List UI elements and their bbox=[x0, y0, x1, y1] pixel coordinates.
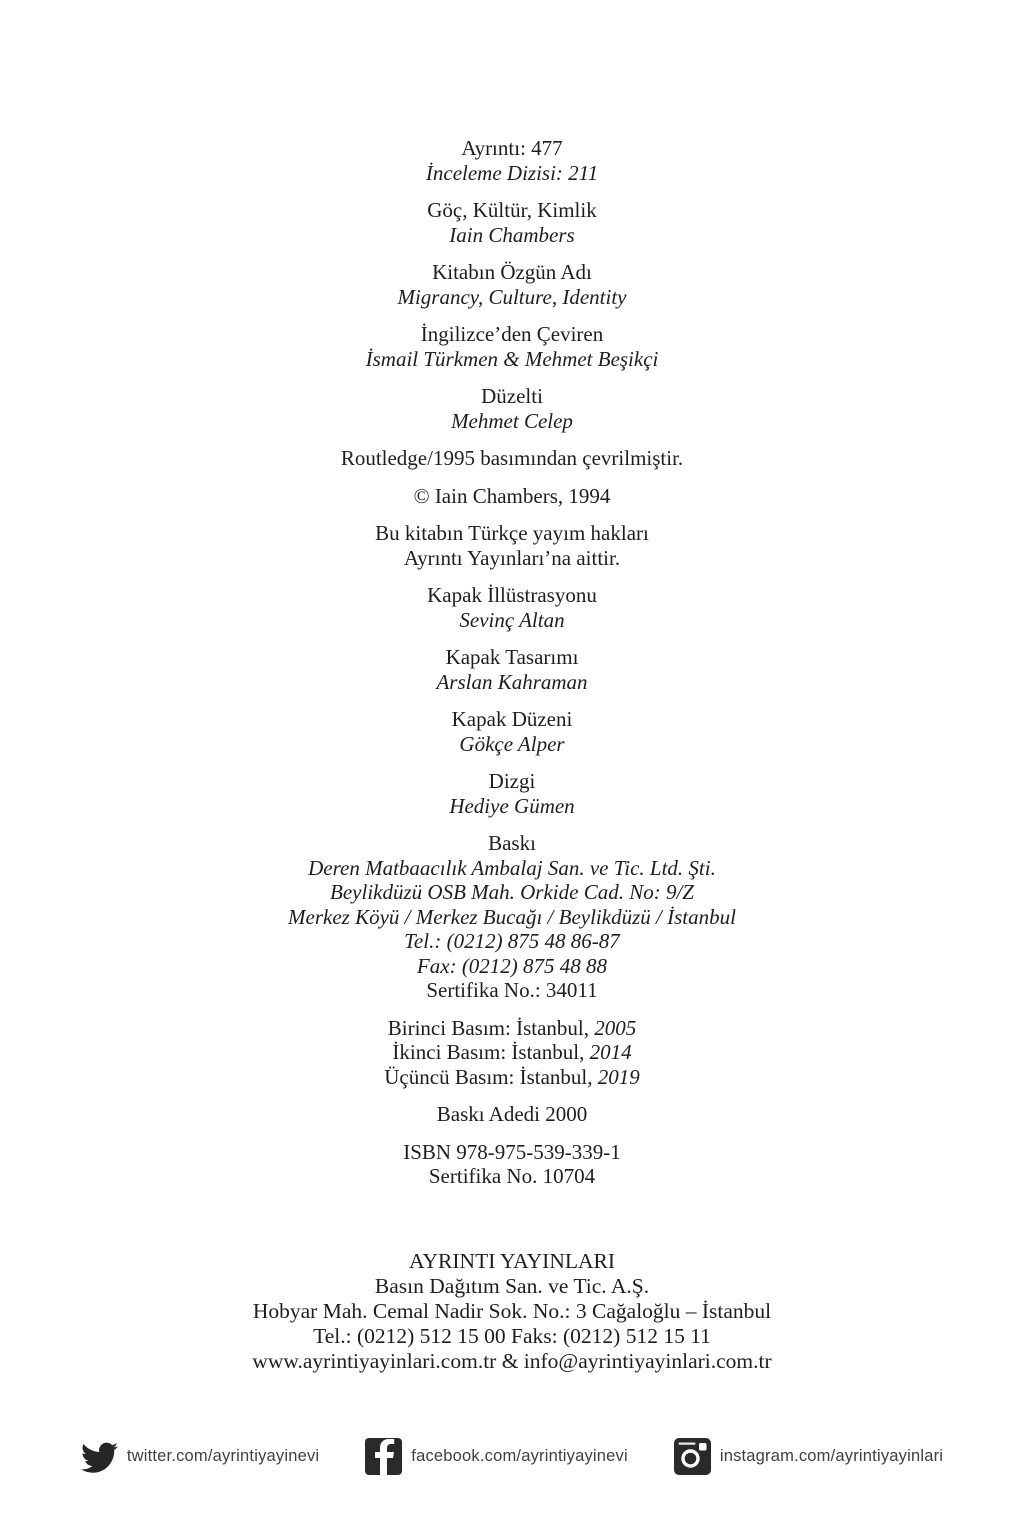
social-item-facebook bbox=[365, 1438, 628, 1475]
proofreader bbox=[0, 384, 1024, 433]
isbn-certificate-line-1 bbox=[0, 1164, 1024, 1189]
text-segment: İngilizce’den Çeviren bbox=[420, 322, 604, 346]
text-segment: Birinci Basım: İstanbul, bbox=[387, 1015, 595, 1040]
text-segment: Baskı Adedi 2000 bbox=[436, 1102, 588, 1126]
text-segment: Kapak İllüstrasyonu bbox=[427, 583, 597, 607]
printing-house-line-0 bbox=[0, 831, 1024, 856]
printing-house-line-2 bbox=[0, 880, 1024, 905]
typesetting-line-1 bbox=[0, 794, 1024, 819]
proofreader-line-1 bbox=[0, 409, 1024, 434]
printing-house-line-5 bbox=[0, 954, 1024, 979]
facebook-icon bbox=[365, 1438, 402, 1475]
print-run-line-0 bbox=[0, 1102, 1024, 1127]
publisher-web-email-line: www.ayrintiyayinlari.com.tr & info@ayrintiyayinlari.com.tr bbox=[252, 1348, 772, 1373]
cover-layout bbox=[0, 707, 1024, 756]
text-segment: Gökçe Alper bbox=[459, 731, 565, 756]
text-segment: Sertifika No.: 34011 bbox=[426, 978, 598, 1002]
publisher-block bbox=[0, 1249, 1024, 1374]
source-edition-line-0 bbox=[0, 446, 1024, 471]
cover-layout-line-1 bbox=[0, 732, 1024, 757]
original-title-line-0 bbox=[0, 260, 1024, 285]
isbn-certificate-line-0 bbox=[0, 1140, 1024, 1165]
edition-history-line-1 bbox=[0, 1040, 1024, 1065]
cover-illustration-line-1 bbox=[0, 608, 1024, 633]
series-info-line-1 bbox=[0, 161, 1024, 186]
copyright bbox=[0, 484, 1024, 509]
title-author-line-1 bbox=[0, 223, 1024, 248]
text-segment: Fax: (0212) 875 48 88 bbox=[416, 953, 608, 978]
translator-line-1 bbox=[0, 347, 1024, 372]
text-segment: Hediye Gümen bbox=[449, 793, 575, 818]
typesetting-line-0 bbox=[0, 769, 1024, 794]
cover-illustration bbox=[0, 583, 1024, 632]
printing-house-line-1 bbox=[0, 856, 1024, 881]
text-segment: 2005 bbox=[594, 1015, 637, 1040]
publisher-name: AYRINTI YAYINLARI bbox=[408, 1248, 616, 1273]
rights-notice bbox=[0, 521, 1024, 570]
text-segment: Mehmet Celep bbox=[451, 408, 573, 433]
cover-illustration-line-0 bbox=[0, 583, 1024, 608]
publisher-company-line: Basın Dağıtım San. ve Tic. A.Ş. bbox=[374, 1273, 650, 1298]
publisher-phone-line: Tel.: (0212) 512 15 00 Faks: (0212) 512 15 11 bbox=[313, 1323, 711, 1348]
text-segment: Migrancy, Culture, Identity bbox=[397, 284, 627, 309]
text-segment: Göç, Kültür, Kimlik bbox=[427, 198, 597, 222]
text-segment: Kitabın Özgün Adı bbox=[432, 260, 592, 284]
printing-house-line-4 bbox=[0, 929, 1024, 954]
text-segment: İsmail Türkmen & Mehmet Beşikçi bbox=[365, 346, 659, 371]
typesetting bbox=[0, 769, 1024, 818]
copyright-line-0 bbox=[0, 484, 1024, 509]
title-author bbox=[0, 198, 1024, 247]
series-info bbox=[0, 136, 1024, 185]
proofreader-line-0 bbox=[0, 384, 1024, 409]
social-row bbox=[0, 1438, 1024, 1475]
cover-design-line-1 bbox=[0, 670, 1024, 695]
edition-history-line-0 bbox=[0, 1016, 1024, 1041]
text-segment: Üçüncü Basım: İstanbul, bbox=[384, 1064, 598, 1089]
publisher-address-line: Hobyar Mah. Cemal Nadir Sok. No.: 3 Cağaloğlu – İstanbul bbox=[252, 1298, 772, 1323]
social-item-instagram bbox=[674, 1438, 943, 1475]
title-author-line-0 bbox=[0, 198, 1024, 223]
edition-history-line-2 bbox=[0, 1065, 1024, 1090]
cover-design-line-0 bbox=[0, 645, 1024, 670]
social-item-twitter bbox=[81, 1438, 319, 1475]
text-segment: Arslan Kahraman bbox=[436, 669, 588, 694]
translator bbox=[0, 322, 1024, 371]
facebook-handle: facebook.com/ayrintiyayinevi bbox=[411, 1446, 628, 1465]
instagram-handle: instagram.com/ayrintiyayinlari bbox=[719, 1446, 944, 1465]
text-segment: Bu kitabın Türkçe yayım hakları bbox=[375, 521, 649, 545]
text-segment: Düzelti bbox=[481, 384, 543, 408]
text-segment: İnceleme Dizisi: 211 bbox=[425, 160, 599, 185]
twitter-handle: twitter.com/ayrintiyayinevi bbox=[126, 1446, 320, 1465]
text-segment: Kapak Düzeni bbox=[451, 707, 573, 731]
text-segment: Merkez Köyü / Merkez Bucağı / Beylikdüzü / İstanbul bbox=[288, 904, 736, 929]
text-segment: Tel.: (0212) 875 48 86-87 bbox=[404, 929, 620, 953]
text-segment: © Iain Chambers, 1994 bbox=[413, 483, 611, 508]
text-segment: ISBN 978-975-539-339-1 bbox=[403, 1139, 621, 1164]
text-segment: Iain Chambers bbox=[449, 222, 575, 247]
original-title bbox=[0, 260, 1024, 309]
printing-house-line-6 bbox=[0, 978, 1024, 1003]
print-run bbox=[0, 1102, 1024, 1127]
edition-history bbox=[0, 1016, 1024, 1090]
text-segment: 2014 bbox=[589, 1040, 632, 1064]
text-segment: Sevinç Altan bbox=[459, 607, 565, 632]
text-segment: Baskı bbox=[488, 831, 536, 855]
text-segment: Ayrıntı: 477 bbox=[461, 136, 563, 160]
twitter-icon bbox=[81, 1438, 118, 1475]
text-segment: Routledge/1995 basımından çevrilmiştir. bbox=[340, 446, 684, 470]
text-segment: Dizgi bbox=[488, 769, 536, 793]
source-edition bbox=[0, 446, 1024, 471]
translator-line-0 bbox=[0, 322, 1024, 347]
isbn-certificate bbox=[0, 1140, 1024, 1189]
series-info-line-0 bbox=[0, 136, 1024, 161]
text-segment: İkinci Basım: İstanbul, bbox=[392, 1040, 590, 1064]
cover-layout-line-0 bbox=[0, 707, 1024, 732]
rights-notice-line-1 bbox=[0, 546, 1024, 571]
instagram-icon bbox=[674, 1438, 711, 1475]
rights-notice-line-0 bbox=[0, 521, 1024, 546]
text-segment: Kapak Tasarımı bbox=[445, 645, 579, 669]
printing-house bbox=[0, 831, 1024, 1003]
text-segment: Ayrıntı Yayınları’na aittir. bbox=[403, 545, 621, 570]
original-title-line-1 bbox=[0, 285, 1024, 310]
cover-design bbox=[0, 645, 1024, 694]
printing-house-line-3 bbox=[0, 905, 1024, 930]
text-segment: Deren Matbaacılık Ambalaj San. ve Tic. Ltd. Şti. bbox=[308, 855, 716, 880]
text-segment: Beylikdüzü OSB Mah. Orkide Cad. No: 9/Z bbox=[330, 880, 694, 904]
text-segment: Sertifika No. 10704 bbox=[428, 1164, 596, 1188]
text-segment: 2019 bbox=[597, 1064, 640, 1089]
